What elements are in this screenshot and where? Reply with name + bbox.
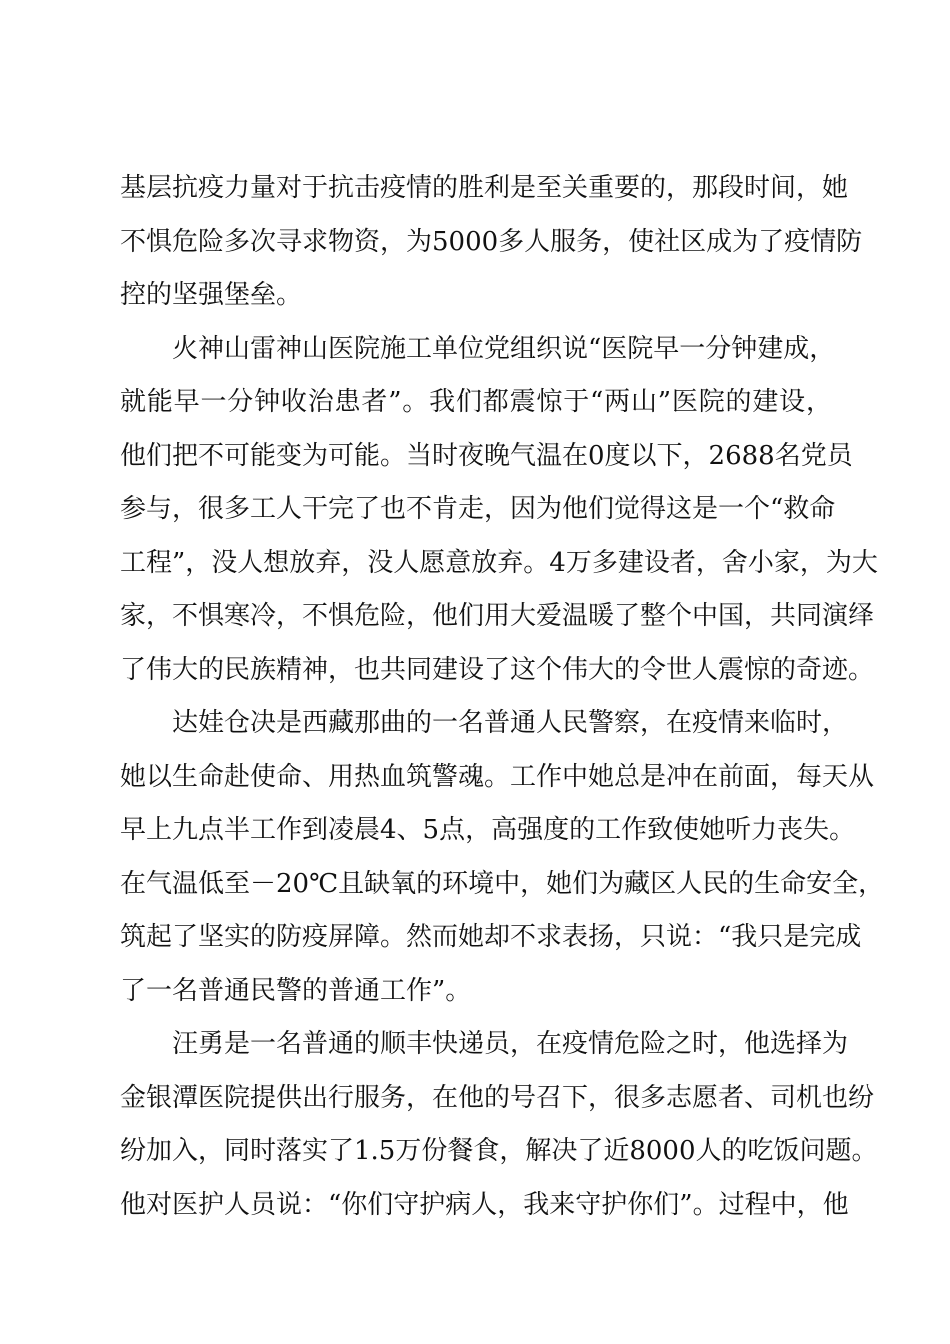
text-line: 纷加入，同时落实了1.5万份餐食，解决了近8000人的吃饭问题。 [120,1136,878,1166]
text-line: 筑起了坚实的防疫屏障。然而她却不求表扬，只说：“我只是完成 [120,922,862,952]
text-line: 她以生命赴使命、用热血筑警魂。工作中她总是冲在前面，每天从 [120,761,875,792]
text-line: 参与，很多工人干完了也不肯走，因为他们觉得这是一个“救命 [120,494,836,524]
paragraph [120,162,863,323]
text-line: 不惧危险多次寻求物资，为5000多人服务，使社区成为了疫情防 [120,226,863,257]
text-line: 火神山雷神山医院施工单位党组织说“医院早一分钟建成， [172,333,836,364]
paragraph [120,323,878,698]
text-line: 基层抗疫力量对于抗击疫情的胜利是至关重要的，那段时间，她 [120,173,849,203]
text-line: 了伟大的民族精神，也共同建设了这个伟大的令世人震惊的奇迹。 [120,654,875,685]
text-line: 了一名普通民警的普通工作”。 [120,975,472,1006]
text-line: 家，不惧寒冷，不惧危险，他们用大爱温暖了整个中国，共同演绎 [120,601,875,631]
text-line: 达娃仓决是西藏那曲的一名普通人民警察，在疫情来临时， [172,708,849,738]
paragraph [120,1018,878,1232]
text-line: 他对医护人员说：“你们守护病人，我来守护你们”。过程中，他 [120,1189,849,1220]
text-line: 在气温低至－20℃且缺氧的环境中，她们为藏区人民的生命安全， [120,868,885,899]
body-text [120,162,885,1232]
text-line: 工程”，没人想放弃，没人愿意放弃。4万多建设者，舍小家，为大 [120,547,878,578]
text-line: 汪勇是一名普通的顺丰快递员，在疫情危险之时，他选择为 [172,1029,849,1059]
text-line: 他们把不可能变为可能。当时夜晚气温在0度以下，2688名党员 [120,440,853,471]
text-line: 金银潭医院提供出行服务，在他的号召下，很多志愿者、司机也纷 [120,1082,875,1113]
text-line: 早上九点半工作到凌晨4、5点，高强度的工作致使她听力丧失。 [120,815,856,845]
text-line: 控的坚强堡垒。 [120,280,303,310]
paragraph [120,697,885,1018]
text-line: 就能早一分钟收治患者”。我们都震惊于“两山”医院的建设， [120,387,832,417]
